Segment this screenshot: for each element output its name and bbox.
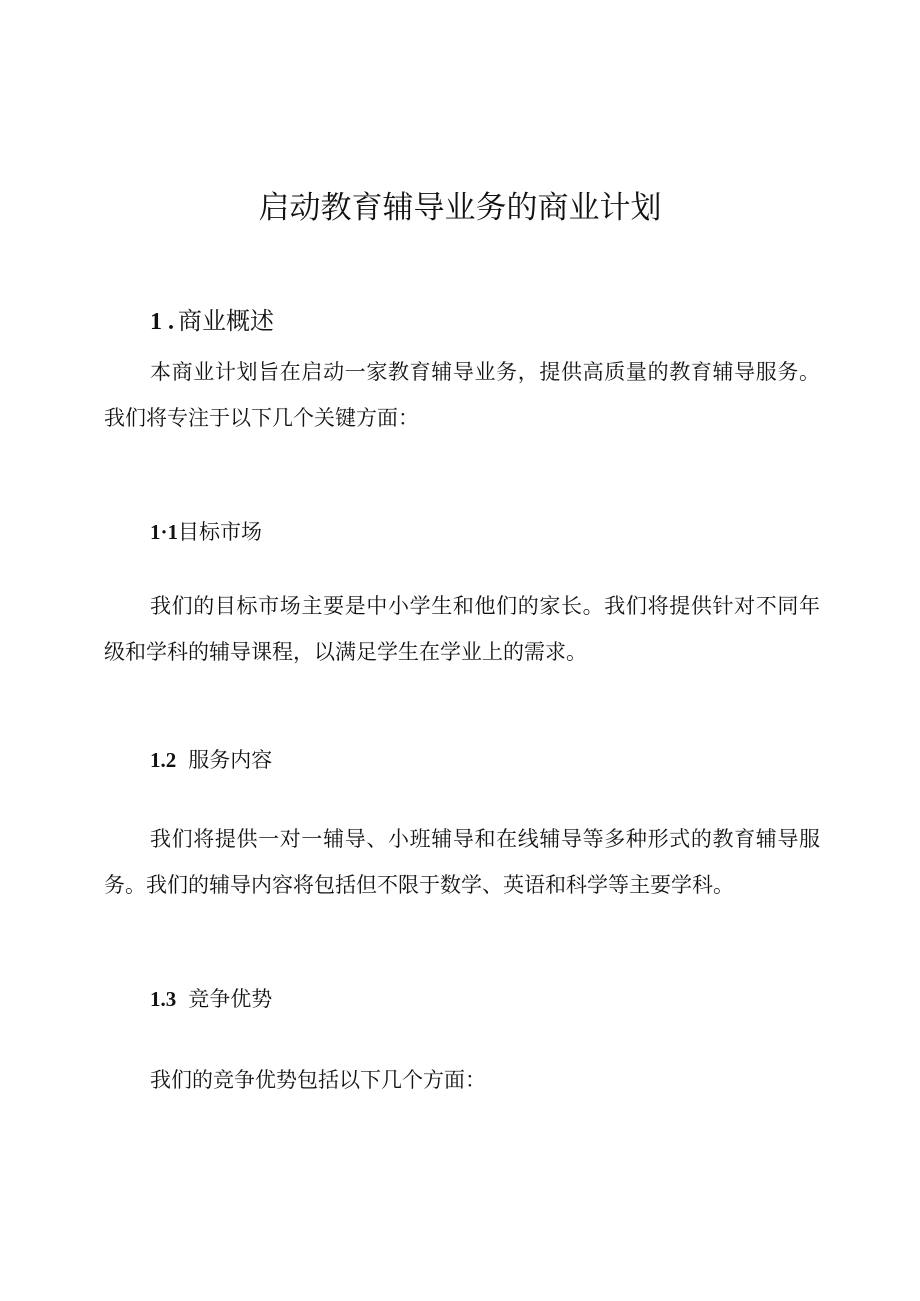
section-number: 1·1 [150, 520, 179, 544]
section-body-overview: 本商业计划旨在启动一家教育辅导业务，提供高质量的教育辅导服务。我们将专注于以下几个关键方面： [104, 360, 820, 430]
section-body-competitive-advantage: 我们的竞争优势包括以下几个方面： [150, 1068, 486, 1092]
section-heading-target-market [150, 515, 262, 549]
section-heading-service-content [150, 743, 272, 777]
section-body-target-market: 我们的目标市场主要是中小学生和他们的家长。我们将提供针对不同年级和学科的辅导课程，以满足学生在学业上的需求。 [104, 594, 820, 664]
section-body-service-content: 我们将提供一对一辅导、小班辅导和在线辅导等多种形式的教育辅导服务。我们的辅导内容将包括但不限于数学、英语和科学等主要学科。 [104, 827, 820, 897]
section-heading-text: 服务内容 [188, 748, 273, 772]
section-number: 1.3 [150, 987, 177, 1011]
section-heading-competitive-advantage [150, 982, 272, 1016]
section-number: 1 . [150, 309, 174, 335]
section-heading-overview [150, 302, 274, 341]
section-heading-text: 目标市场 [178, 520, 263, 544]
document-title: 启动教育辅导业务的商业计划 [258, 190, 662, 226]
section-heading-text: 商业概述 [178, 307, 274, 335]
section-number: 1.2 [150, 748, 177, 772]
section-heading-text: 竞争优势 [188, 987, 273, 1011]
